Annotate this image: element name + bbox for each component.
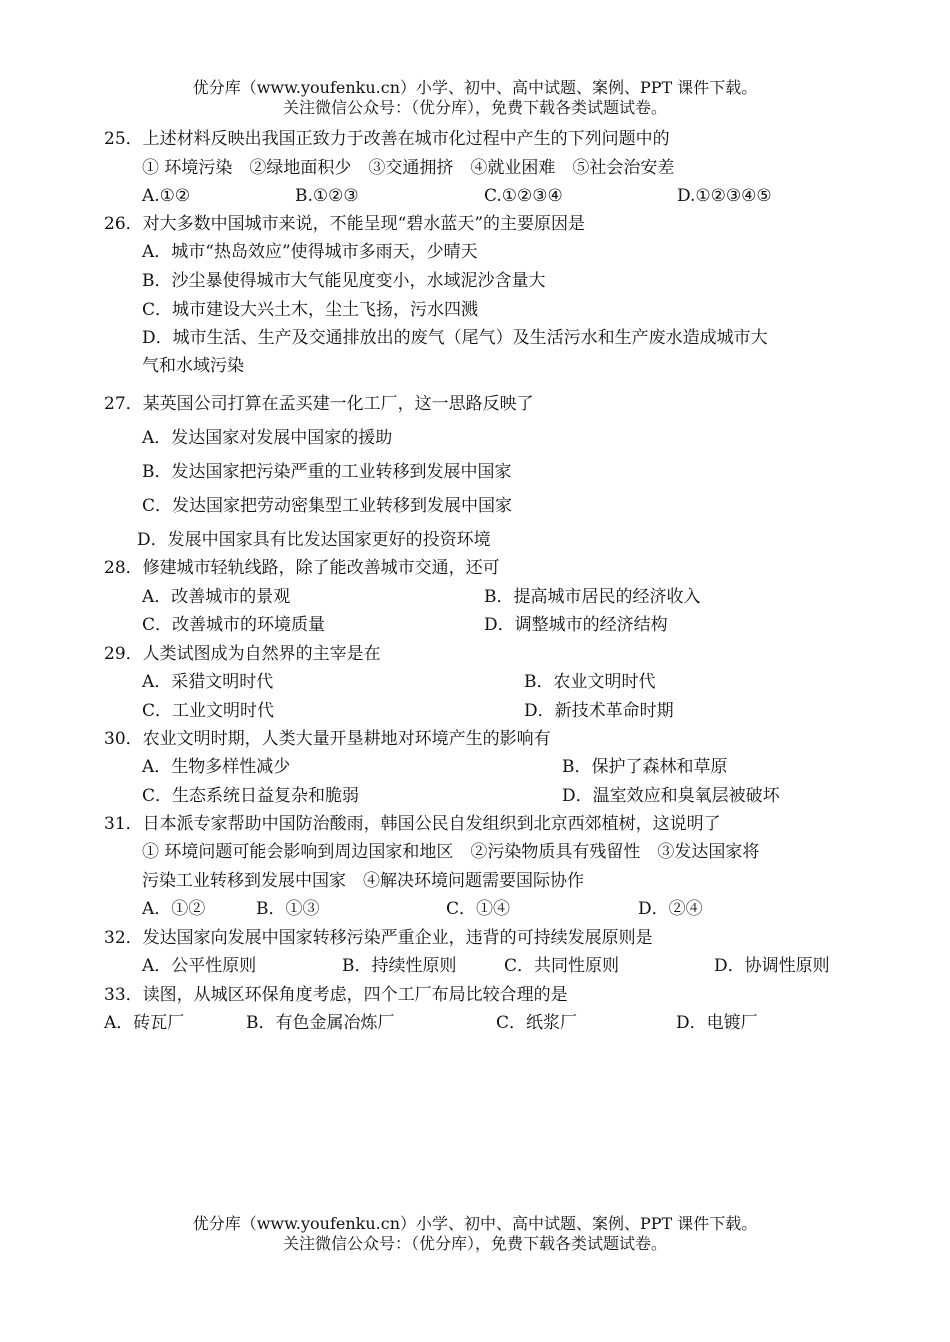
q29-option-c: C．工业文明时代 bbox=[142, 701, 275, 721]
q33-option-c: C．纸浆厂 bbox=[496, 1013, 578, 1033]
q30-option-c: C．生态系统日益复杂和脆弱 bbox=[142, 786, 360, 806]
q25-option-d: D.①②③④⑤ bbox=[677, 186, 772, 206]
q27-option-d: D．发展中国家具有比发达国家更好的投资环境 bbox=[137, 530, 491, 550]
q28-option-c: C．改善城市的环境质量 bbox=[142, 615, 326, 635]
q33-option-b: B．有色金属冶炼厂 bbox=[246, 1013, 395, 1033]
header-line-1: 优分库（www.youfenku.cn）小学、初中、高中试题、案例、PPT 课件下载。 bbox=[192, 78, 758, 97]
footer-line-1: 优分库（www.youfenku.cn）小学、初中、高中试题、案例、PPT 课件下载。 bbox=[192, 1214, 758, 1233]
q28-option-b: B．提高城市居民的经济收入 bbox=[484, 587, 701, 607]
q26-option-c: C．城市建设大兴土木，尘土飞扬，污水四溅 bbox=[142, 300, 479, 320]
footer-line-2: 关注微信公众号：（优分库），免费下载各类试题试卷。 bbox=[282, 1234, 667, 1253]
q29-stem: 29．人类试图成为自然界的主宰是在 bbox=[104, 644, 381, 664]
q25-option-c: C.①②③④ bbox=[484, 186, 563, 206]
q33-option-d: D．电镀厂 bbox=[676, 1013, 758, 1033]
q29-option-d: D．新技术革命时期 bbox=[524, 701, 674, 721]
q26-option-a: A．城市“热岛效应”使得城市多雨天，少晴天 bbox=[142, 242, 478, 262]
q25-items: ① 环境污染 ②绿地面积少 ③交通拥挤 ④就业困难 ⑤社会治安差 bbox=[142, 158, 675, 178]
q31-option-d: D．②④ bbox=[638, 899, 703, 919]
q25-option-a: A.①② bbox=[142, 186, 191, 206]
q27-option-a: A．发达国家对发展中国家的援助 bbox=[142, 428, 393, 448]
q31-items-line-2: 污染工业转移到发展中国家 ④解决环境问题需要国际协作 bbox=[142, 871, 584, 891]
q33-option-a: A．砖瓦厂 bbox=[104, 1013, 185, 1033]
q32-option-b: B．持续性原则 bbox=[342, 956, 457, 976]
q31-option-c: C．①④ bbox=[446, 899, 511, 919]
q30-option-b: B．保护了森林和草原 bbox=[562, 757, 728, 777]
q31-items-line-1: ① 环境问题可能会影响到周边国家和地区 ②污染物质具有残留性 ③发达国家将 bbox=[142, 842, 760, 862]
q26-stem: 26．对大多数中国城市来说，不能呈现“碧水蓝天”的主要原因是 bbox=[104, 214, 586, 234]
q27-stem: 27．某英国公司打算在孟买建一化工厂，这一思路反映了 bbox=[104, 394, 534, 414]
page-footer bbox=[0, 1214, 950, 1254]
q31-option-b: B．①③ bbox=[256, 899, 320, 919]
q33-stem: 33．读图，从城区环保角度考虑，四个工厂布局比较合理的是 bbox=[104, 985, 568, 1005]
q27-option-b: B．发达国家把污染严重的工业转移到发展中国家 bbox=[142, 462, 512, 482]
header-line-2: 关注微信公众号：（优分库），免费下载各类试题试卷。 bbox=[282, 98, 667, 117]
q32-option-a: A．公平性原则 bbox=[142, 956, 257, 976]
q32-option-d: D．协调性原则 bbox=[714, 956, 830, 976]
q32-stem: 32．发达国家向发展中国家转移污染严重企业，违背的可持续发展原则是 bbox=[104, 928, 653, 948]
q25-stem: 25．上述材料反映出我国正致力于改善在城市化过程中产生的下列问题中的 bbox=[104, 129, 670, 149]
q31-stem: 31．日本派专家帮助中国防治酸雨，韩国公民自发组织到北京西郊植树，这说明了 bbox=[104, 814, 721, 834]
q26-option-d: D．城市生活、生产及交通排放出的废气（尾气）及生活污水和生产废水造成城市大 bbox=[142, 328, 768, 348]
q26-option-d-cont: 气和水域污染 bbox=[142, 356, 244, 376]
q32-option-c: C．共同性原则 bbox=[504, 956, 620, 976]
q28-option-d: D．调整城市的经济结构 bbox=[484, 615, 668, 635]
q30-option-d: D．温室效应和臭氧层被破坏 bbox=[562, 786, 780, 806]
q28-stem: 28．修建城市轻轨线路，除了能改善城市交通，还可 bbox=[104, 558, 500, 578]
page-header bbox=[0, 78, 950, 118]
q30-option-a: A．生物多样性减少 bbox=[142, 757, 291, 777]
q31-option-a: A．①② bbox=[142, 899, 206, 919]
q26-option-b: B．沙尘暴使得城市大气能见度变小，水域泥沙含量大 bbox=[142, 271, 546, 291]
q30-stem: 30．农业文明时期，人类大量开垦耕地对环境产生的影响有 bbox=[104, 729, 551, 749]
q29-option-b: B．农业文明时代 bbox=[524, 672, 656, 692]
q29-option-a: A．采猎文明时代 bbox=[142, 672, 274, 692]
q25-option-b: B.①②③ bbox=[295, 186, 359, 206]
q28-option-a: A．改善城市的景观 bbox=[142, 587, 291, 607]
q27-option-c: C．发达国家把劳动密集型工业转移到发展中国家 bbox=[142, 496, 513, 516]
